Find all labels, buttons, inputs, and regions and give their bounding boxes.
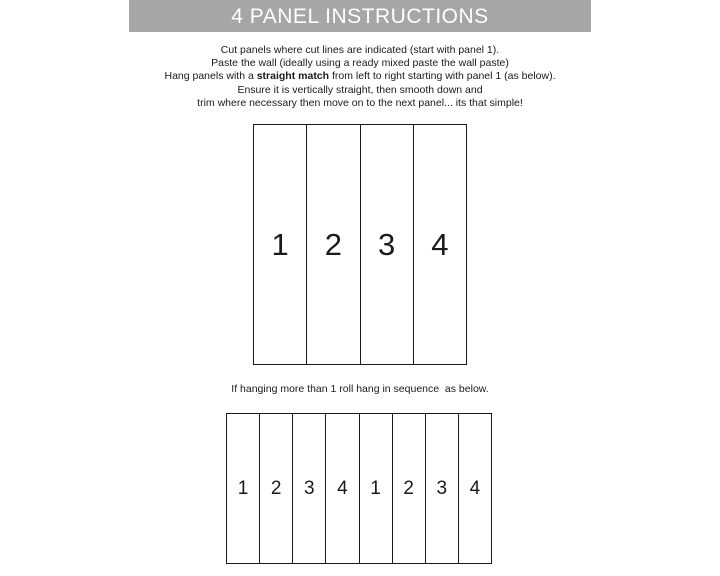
panel-3: 3 xyxy=(361,125,414,364)
instruction-hang-suffix: from left to right starting with panel 1 (as below). xyxy=(329,70,556,83)
instruction-hang-emphasis: straight match xyxy=(256,70,330,83)
sequence-panel: 1 xyxy=(227,414,260,563)
sequence-panel: 4 xyxy=(326,414,359,563)
instruction-line-trim: trim where necessary then move on to the next panel... its that simple! xyxy=(197,96,523,109)
sequence-panel: 3 xyxy=(426,414,459,563)
sequence-note: If hanging more than 1 roll hang in sequence as below. xyxy=(231,383,489,395)
panel-2: 2 xyxy=(307,125,360,364)
sequence-diagram xyxy=(226,413,492,564)
sequence-panel: 2 xyxy=(260,414,293,563)
sequence-panel: 1 xyxy=(360,414,393,563)
panel-diagram xyxy=(253,124,467,365)
instruction-line-cut: Cut panels where cut lines are indicated (start with panel 1). xyxy=(220,44,500,56)
sequence-panel: 3 xyxy=(293,414,326,563)
instruction-line-hang xyxy=(0,70,720,83)
sequence-panel: 4 xyxy=(469,477,481,499)
panel-4: 4 xyxy=(431,226,449,262)
sequence-panel: 2 xyxy=(393,414,426,563)
panel-1: 1 xyxy=(254,125,307,364)
instruction-line-ensure: Ensure it is vertically straight, then smooth down and xyxy=(237,83,483,96)
instruction-hang-prefix: Hang panels with a xyxy=(164,70,257,83)
instruction-line-paste: Paste the wall (ideally using a ready mixed paste the wall paste) xyxy=(211,57,509,70)
instructions-text xyxy=(0,44,720,110)
page-title: 4 PANEL INSTRUCTIONS xyxy=(129,0,591,32)
